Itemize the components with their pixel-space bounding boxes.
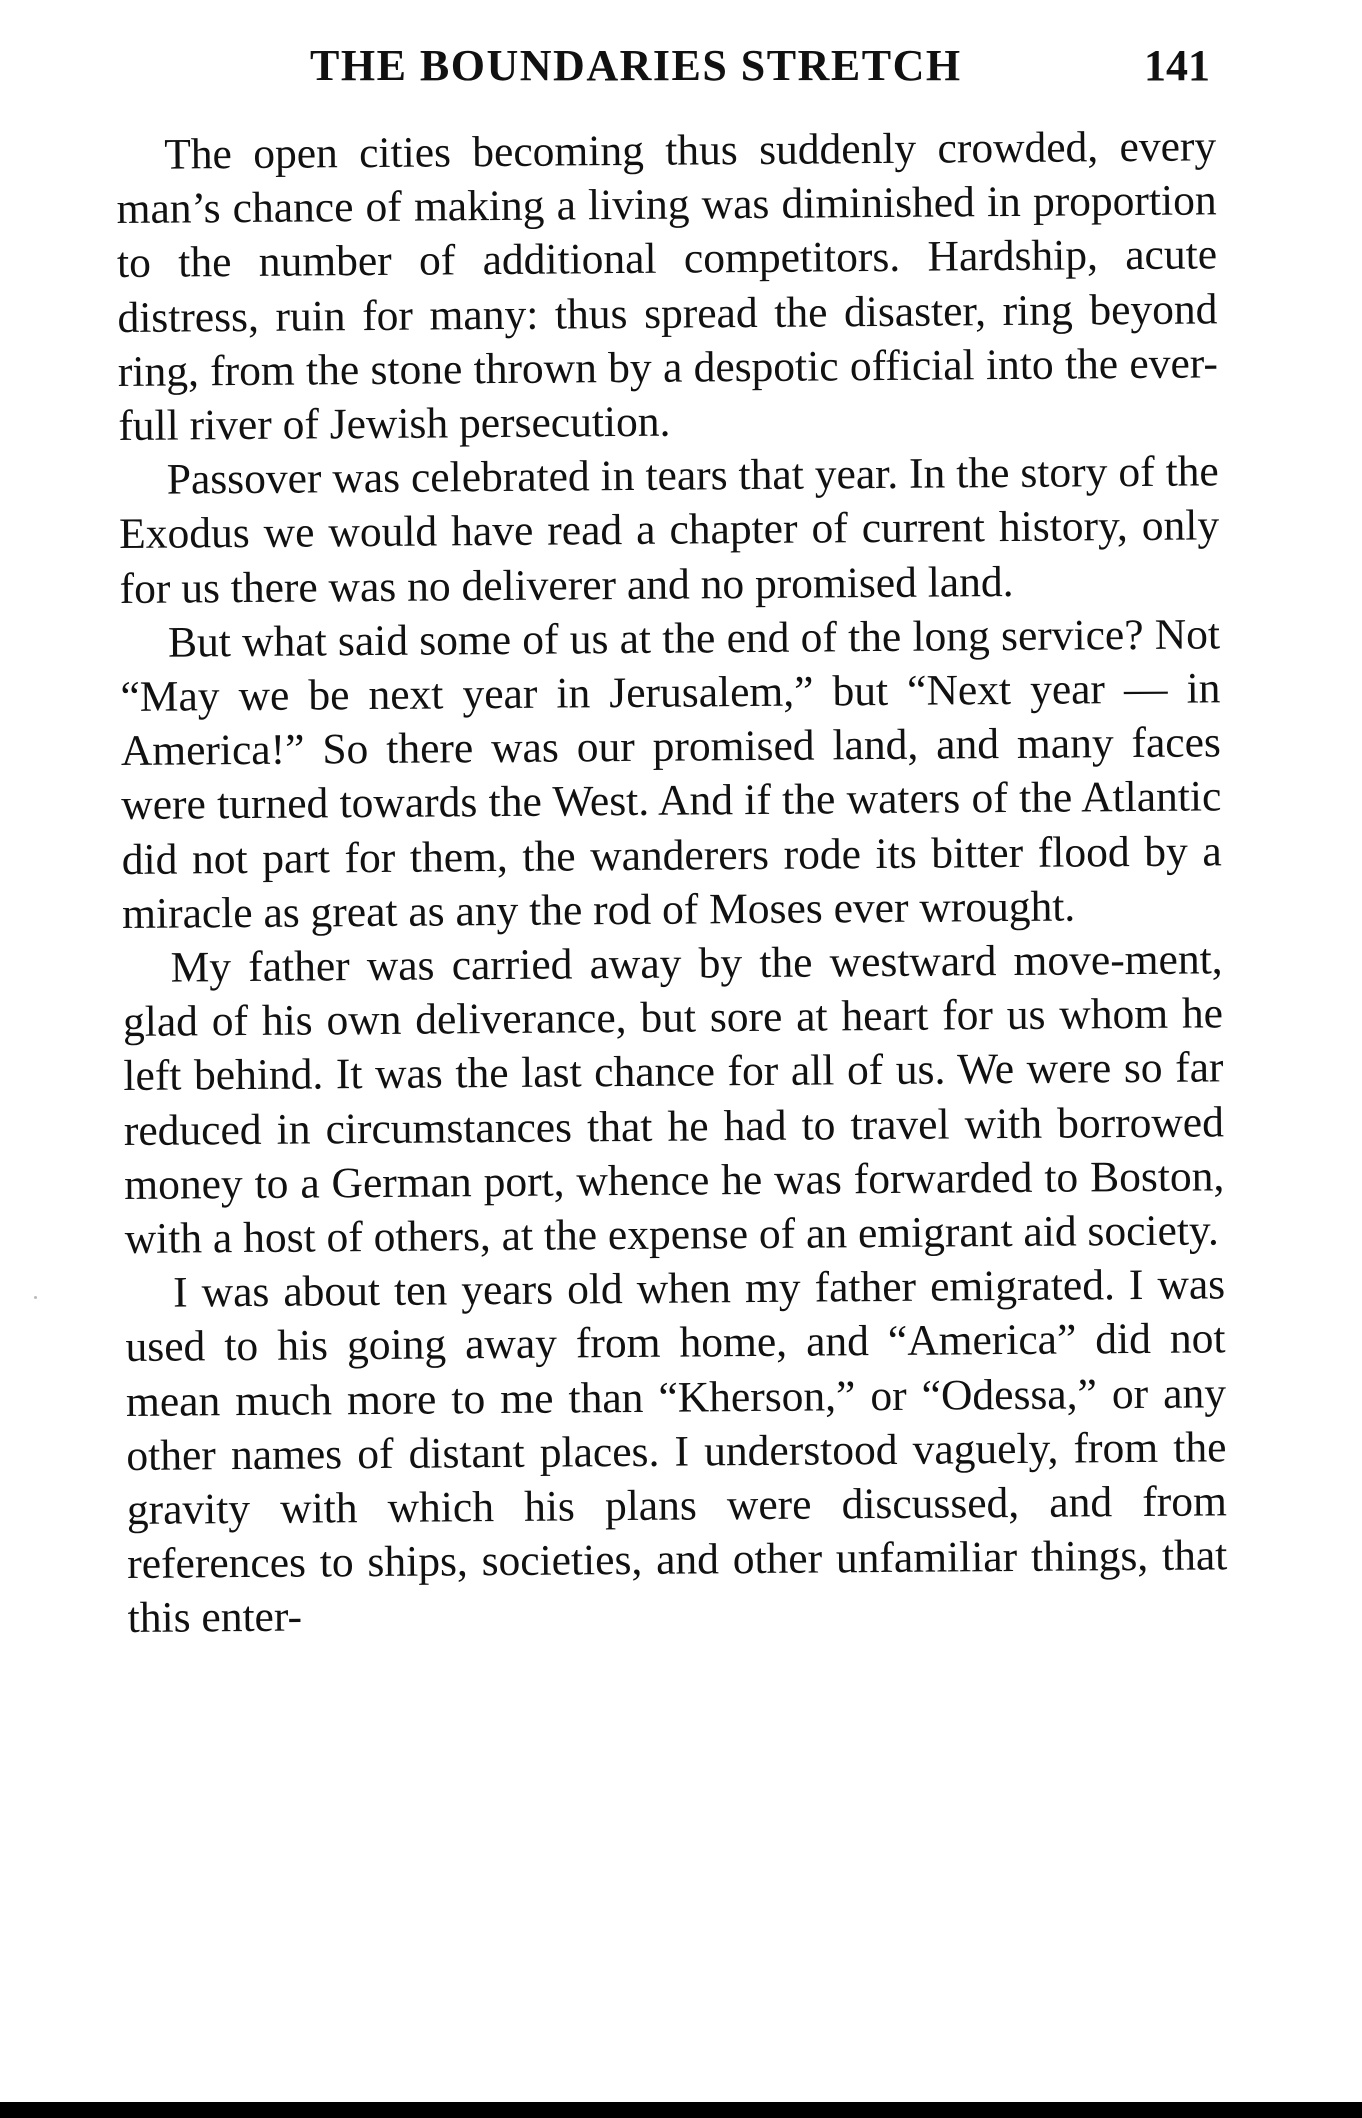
paragraph-2: Passover was celebrated in tears that year. In the story of the Exodus we would have read a chapter of current history, only for us there was no deliverer and no promised land. [119,447,1220,613]
paragraph-3: But what said some of us at the end of the long service? Not “May we be next year in Jerusalem,” but “Next year — in America!” So there was our promised land, and many faces were turned towards the West. And if the waters of the Atlantic did not part for them, the wanderers rode its bitter flood by a miracle as great as any the rod of Moses ever wrought. [120,610,1222,938]
paragraph-4: My father was carried away by the westward move-ment, glad of his own deliverance, but sore at heart for us whom he left behind. It was the last chance for all of us. We were so far reduced in circumstances that he had to travel with borrowed money to a German port, whence he was forwarded to Boston, with a host of others, at the expense of an emigrant aid society. [122,935,1225,1264]
running-title: THE BOUNDARIES STRETCH [310,41,962,90]
body-text [116,119,1228,1645]
margin-speck [34,1296,37,1299]
bottom-scan-edge [0,2102,1362,2118]
running-head [120,36,1210,96]
paragraph-5: I was about ten years old when my father emigrated. I was used to his going away from home, and “America” did not mean much more to me than “Kherson,” or “Odessa,” or any other names of distant places. I understood vaguely, from the gravity with which his plans were discussed, and from references to ships, societies, and other unfamiliar things, that this enter- [125,1260,1228,1643]
paragraph-1: The open cities becoming thus suddenly crowded, every man’s chance of making a living was diminished in proportion to the number of additional competitors. Hardship, acute distress, ruin for many: thus spread the disaster, ring beyond ring, from the stone thrown by a despotic official into the ever-full river of Jewish persecution. [116,122,1219,451]
page-number: 141 [1144,41,1210,90]
